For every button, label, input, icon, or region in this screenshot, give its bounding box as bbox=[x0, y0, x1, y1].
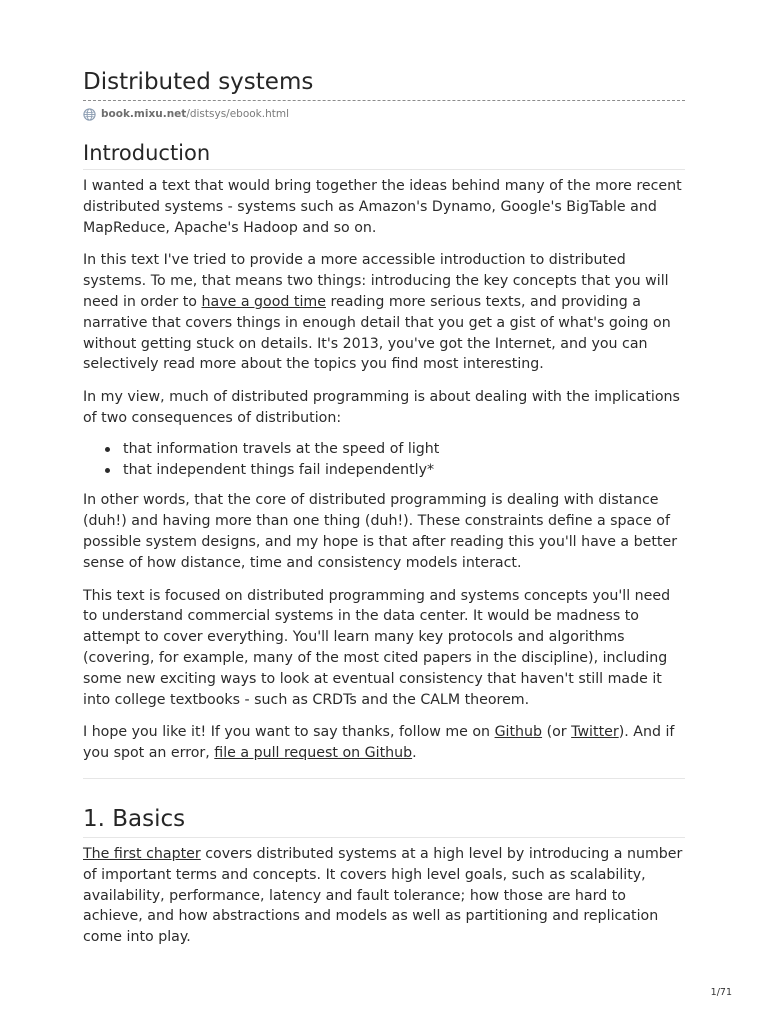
document-page bbox=[83, 66, 685, 948]
github-link[interactable]: Github bbox=[494, 724, 543, 741]
intro-paragraph-3: In my view, much of distributed programming is about dealing with the implications of two consequences of distribution: bbox=[83, 389, 680, 426]
introduction-heading: Introduction bbox=[83, 139, 685, 170]
intro-paragraph-4: In other words, that the core of distributed programming is dealing with distance (duh!) and having more than one thing (duh!). These constraints define a space of possible system designs, and my hope is that after reading this you'll have a better sense of how distance, time and consistency models interact. bbox=[83, 492, 678, 571]
intro-paragraph-2 bbox=[83, 250, 685, 375]
intro-paragraph-1: I wanted a text that would bring together the ideas behind many of the more recent distributed systems - systems such as Amazon's Dynamo, Google's BigTable and MapReduce, Apache's Hadoop and so on. bbox=[83, 178, 682, 236]
intro-paragraph-6 bbox=[83, 722, 685, 764]
intro-paragraph-6-text-2: (or bbox=[542, 724, 572, 741]
source-path[interactable]: /distsys/ebook.html bbox=[186, 108, 290, 120]
basics-paragraph-text: covers distributed systems at a high level by introducing a number of important terms and concepts. It covers high level goals, such as scalability, availability, performance, latency and fault tolerance; how those are hard to achieve, and how abstractions and models as well as partitioning and replication come into play. bbox=[83, 845, 683, 946]
page-title: Distributed systems bbox=[83, 66, 685, 101]
basics-heading: 1. Basics bbox=[83, 803, 685, 838]
source-domain[interactable]: book.mixu.net bbox=[101, 108, 187, 120]
list-item: that independent things fail independently* bbox=[105, 460, 685, 481]
consequences-list bbox=[83, 439, 685, 481]
list-item: that information travels at the speed of light bbox=[105, 439, 685, 460]
first-chapter-link[interactable]: The first chapter bbox=[83, 845, 201, 862]
pull-request-link[interactable]: file a pull request on Github bbox=[214, 745, 413, 762]
intro-paragraph-6-text-1: I hope you like it! If you want to say thanks, follow me on bbox=[83, 724, 495, 741]
have-a-good-time-link[interactable]: have a good time bbox=[201, 293, 326, 310]
intro-paragraph-5: This text is focused on distributed programming and systems concepts you'll need to understand commercial systems in the data center. It would be madness to attempt to cover everything. You'll learn many key protocols and algorithms (covering, for example, many of the most cited papers in the discipline), including some new exciting ways to look at eventual consistency that haven't still made it into college textbooks - such as CRDTs and the CALM theorem. bbox=[83, 587, 671, 708]
intro-paragraph-6-text-3: ). And if you spot an error, bbox=[83, 724, 675, 762]
basics-paragraph bbox=[83, 844, 685, 948]
section-divider bbox=[83, 778, 685, 779]
intro-paragraph-2-text-before: In this text I've tried to provide a more accessible introduction to distributed systems. To me, that means two things: introducing the key concepts that you will need in order to bbox=[83, 252, 669, 310]
twitter-link[interactable]: Twitter bbox=[571, 724, 619, 741]
page-number: 1/71 bbox=[710, 987, 732, 998]
intro-paragraph-6-text-4: . bbox=[412, 745, 417, 762]
source-url[interactable] bbox=[83, 107, 685, 121]
intro-paragraph-2-text-after: reading more serious texts, and providing a narrative that covers things in enough detail that you get a gist of what's going on without getting stuck on details. It's 2013, you've got the Internet, and you can selectively read more about the topics you find most interesting. bbox=[83, 293, 671, 373]
globe-icon bbox=[83, 108, 96, 121]
